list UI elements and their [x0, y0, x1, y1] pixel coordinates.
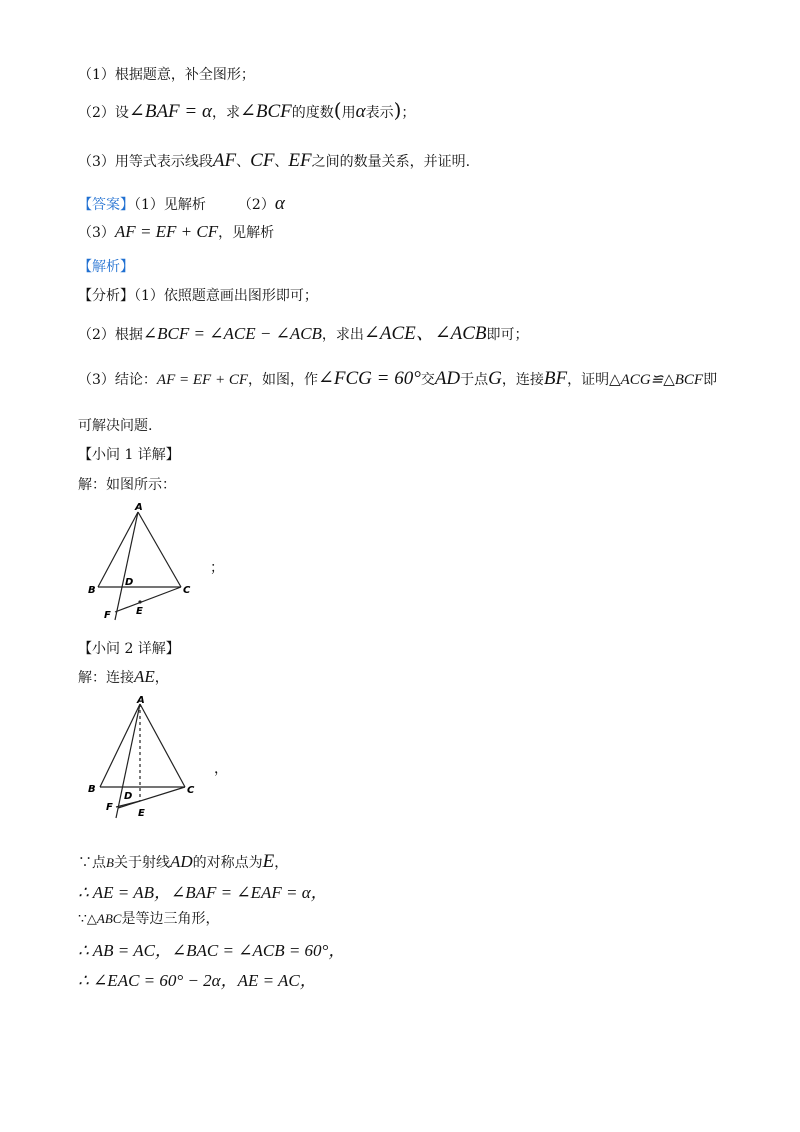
- fenxi-l3-t6: 即: [703, 372, 718, 388]
- step-1-b: B: [106, 855, 114, 870]
- q3-math-cf: CF: [250, 150, 275, 171]
- fenxi-l3-m4: G: [488, 368, 502, 389]
- answer-part-3-math: AF = EF + CF: [114, 222, 219, 241]
- sub1-solution: 解：如图所示：: [78, 477, 176, 493]
- fenxi-l3-m3: AD: [434, 368, 461, 389]
- q2-paren-close: ): [393, 98, 402, 122]
- fig1-label-c: C: [183, 585, 191, 596]
- fig1-label-a: A: [135, 502, 143, 513]
- step-5: ∴ ∠EAC = 60° − 2α，AE = AC，: [78, 971, 317, 990]
- sub2-sol-prefix: 解：连接: [78, 670, 134, 686]
- step-3: [78, 908, 219, 928]
- fig1-label-b: B: [88, 585, 96, 596]
- figure-1: [80, 498, 210, 628]
- step-1-g: ，: [274, 855, 289, 871]
- q2-math-alpha: α: [355, 101, 366, 122]
- q3-sep1: 、: [236, 154, 251, 170]
- fig1-segment-fc: [115, 587, 181, 612]
- step-4: ∴ AB = AC，∠BAC = ∠ACB = 60°，: [78, 941, 346, 960]
- step-1-f: E: [262, 851, 275, 872]
- question-1: （1）根据题意，补全图形；: [78, 67, 255, 83]
- question-2: [78, 98, 415, 123]
- fig2-label-d: D: [124, 791, 133, 802]
- sub1-after: ；: [210, 560, 224, 576]
- answer-part-3-suffix: ，见解析: [218, 225, 275, 241]
- fenxi-l3-t5: ，证明: [567, 372, 610, 388]
- q2-math-angle-baf: ∠BAF = α: [128, 101, 212, 122]
- sub1-title: 【小问 1 详解】: [78, 447, 180, 463]
- fenxi-line-2: [78, 318, 529, 345]
- fenxi-l2-math: ∠BCF = ∠ACE − ∠ACB: [142, 324, 322, 343]
- fenxi-l2-math2: ∠ACE、∠ACB: [363, 323, 487, 344]
- answer-part-1: （1）见解析: [134, 197, 206, 213]
- sub2-title: 【小问 2 详解】: [78, 641, 180, 657]
- sub2-after: ，: [214, 761, 228, 777]
- fig1-point-e: [138, 600, 141, 603]
- answer-part-2-math: α: [274, 193, 285, 214]
- fenxi-l2-prefix: （2）根据: [78, 327, 143, 343]
- step-1-c: 关于射线: [113, 855, 170, 871]
- step-3-b: △ABC: [86, 911, 122, 926]
- fig1-label-f: F: [104, 610, 111, 621]
- fig2-label-c: C: [187, 785, 195, 796]
- fig1-segment-ab: [98, 512, 138, 587]
- q2-mid2: 的度数: [291, 105, 334, 121]
- fig1-label-e: E: [136, 606, 143, 617]
- step-1: [78, 851, 288, 873]
- sub2-sol-math: AE: [134, 667, 155, 686]
- step-1-e: 的对称点为: [192, 855, 263, 871]
- fig2-label-f: F: [106, 802, 113, 813]
- figure-2: [80, 692, 210, 827]
- fig1-label-d: D: [125, 577, 134, 588]
- step-1-d: AD: [169, 852, 193, 871]
- fenxi-l3-m2: ∠FCG = 60°: [317, 368, 421, 389]
- answer-part-3-prefix: （3）: [78, 225, 115, 241]
- fenxi-l2-suffix: 即可；: [486, 327, 529, 343]
- fenxi-l3-t4: ，连接: [501, 372, 544, 388]
- question-3: [78, 150, 470, 172]
- fenxi-l3-m5: BF: [543, 368, 568, 389]
- fig2-segment-ac: [140, 704, 185, 787]
- fig2-label-b: B: [88, 784, 96, 795]
- q2-prefix: （2）设: [78, 105, 129, 121]
- step-2: ∴ AE = AB，∠BAF = ∠EAF = α，: [78, 883, 328, 902]
- sub2-solution: [78, 667, 169, 687]
- fenxi-line-4: 可解决问题.: [78, 418, 153, 434]
- fenxi-line-1: 【分析】（1）依照题意画出图形即可；: [78, 288, 318, 304]
- answer-line-1: [78, 193, 285, 215]
- q3-sep2: 、: [274, 154, 289, 170]
- q3-prefix: （3）用等式表示线段: [78, 154, 213, 170]
- fig1-segment-ac: [138, 512, 181, 587]
- q2-paren-open: (: [333, 98, 342, 122]
- fig2-label-a: A: [137, 695, 145, 706]
- fig2-segment-ab: [100, 704, 140, 787]
- fenxi-l3-t1: ，如图，作: [247, 372, 318, 388]
- fenxi-l3-t2: 交: [420, 372, 435, 388]
- step-3-c: 是等边三角形，: [121, 911, 220, 927]
- q3-math-ef: EF: [288, 150, 312, 171]
- answer-part-2: （2）: [237, 197, 275, 213]
- fig1-ray-ad: [115, 512, 138, 620]
- step-1-a: ∵点: [78, 855, 106, 871]
- q2-mid: ，求: [211, 105, 240, 121]
- q2-math-angle-bcf: ∠BCF: [239, 101, 292, 122]
- q3-math-af: AF: [212, 150, 237, 171]
- q3-suffix: 之间的数量关系，并证明.: [311, 154, 471, 170]
- q2-end: ；: [401, 105, 416, 121]
- sub2-sol-suffix: ，: [154, 670, 169, 686]
- q2-suffix: 表示: [365, 105, 394, 121]
- fenxi-l3-m6: △ACG≌△BCF: [609, 372, 704, 388]
- step-3-a: ∵: [78, 911, 87, 927]
- q2-yong: 用: [341, 105, 356, 121]
- answer-tag: 【答案】: [78, 197, 134, 213]
- answer-line-2: [78, 222, 274, 242]
- fenxi-l3-t3: 于点: [460, 372, 489, 388]
- fenxi-l2-mid: ，求出: [321, 327, 364, 343]
- fenxi-l3-m1: AF = EF + CF: [156, 372, 248, 388]
- fenxi-l3-prefix: （3）结论：: [78, 372, 157, 388]
- fenxi-line-3: [78, 367, 717, 390]
- fig2-label-e: E: [138, 808, 145, 819]
- analysis-tag: 【解析】: [78, 259, 134, 275]
